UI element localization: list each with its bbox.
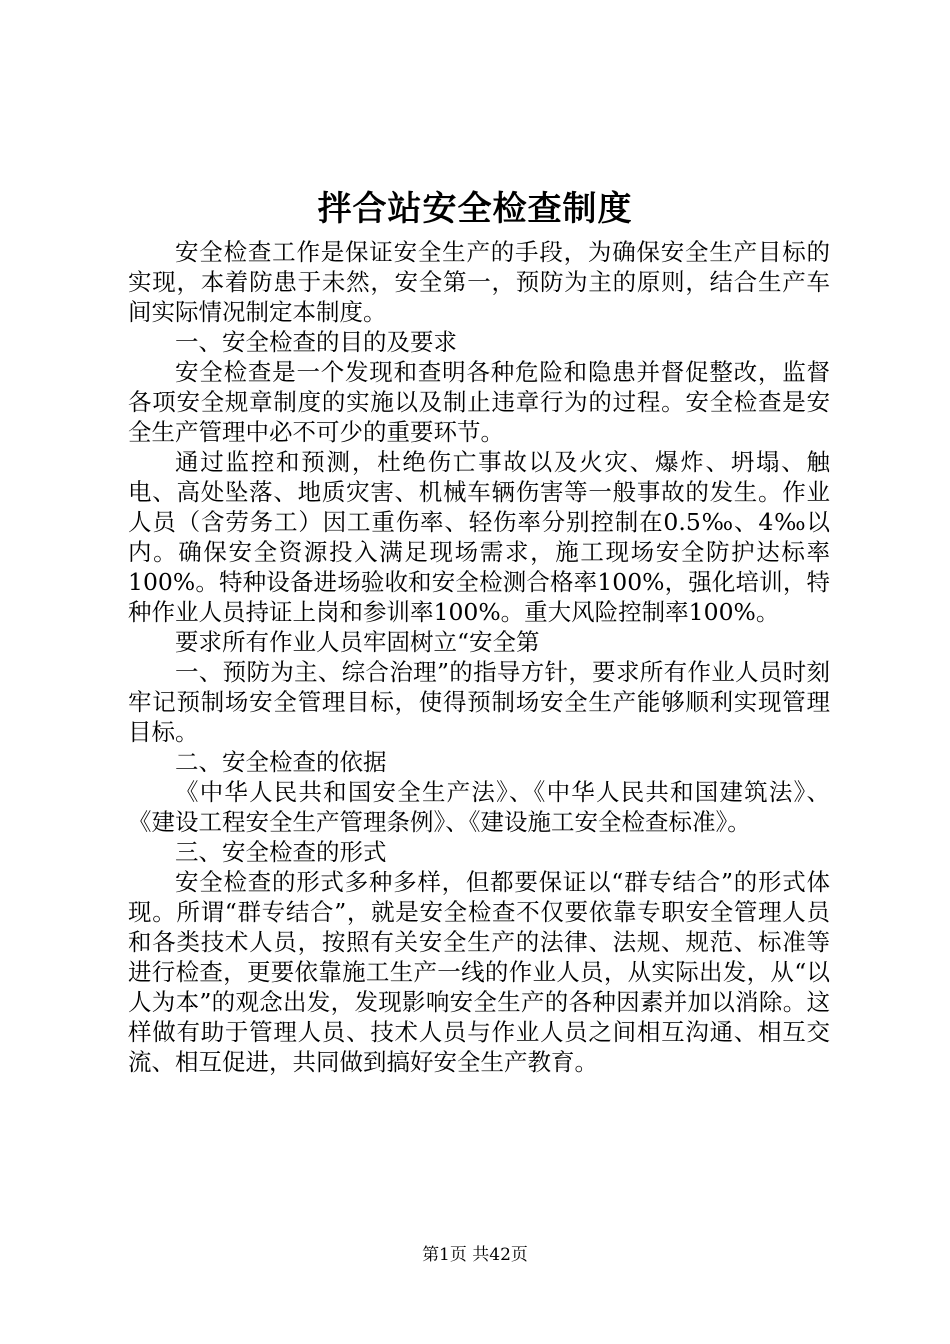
paragraph-forms: 安全检查的形式多种多样，但都要保证以“群专结合”的形式体现。所谓“群专结合”，就是安全检查不仅要依靠专职安全管理人员和各类技术人员，按照有关安全生产的法律、法规、规范、标准等进行检查，更要依靠施工生产一线的作业人员，从实际出发，从“以人为本”的观念出发，发现影响安全生产的各种因素并加以消除。这样做有助于管理人员、技术人员与作业人员之间相互沟通、相互交流、相互促进，共同做到搞好安全生产教育。 — [128, 868, 830, 1076]
paragraph-basis: 《中华人民共和国安全生产法》、《中华人民共和国建筑法》、《建设工程安全生产管理条例》、《建设施工安全检查标准》。 — [128, 778, 830, 836]
document-title: 拌合站安全检查制度 — [317, 189, 633, 229]
paragraph-purpose: 安全检查是一个发现和查明各种危险和隐患并督促整改，监督各项安全规章制度的实施以及制止违章行为的过程。安全检查是安全生产管理中必不可少的重要环节。 — [128, 358, 830, 446]
paragraph-policy: 一、预防为主、综合治理”的指导方针，要求所有作业人员时刻牢记预制场安全管理目标，使得预制场安全生产能够顺利实现管理目标。 — [128, 658, 830, 746]
document-body — [128, 237, 830, 1077]
section-heading-2: 二、安全检查的依据 — [175, 748, 387, 776]
paragraph-targets: 通过监控和预测，杜绝伤亡事故以及火灾、爆炸、坍塌、触电、高处坠落、地质灾害、机械车辆伤害等一般事故的发生。作业人员（含劳务工）因工重伤率、轻伤率分别控制在0.5‰、4‰以内。确保安全资源投入满足现场需求，施工现场安全防护达标率100%。特种设备进场验收和安全检测合格率100%，强化培训，特种作业人员持证上岗和参训率100%。重大风险控制率100%。 — [128, 448, 830, 626]
section-heading-3: 三、安全检查的形式 — [175, 838, 387, 866]
paragraph-requirement: 要求所有作业人员牢固树立“安全第 — [175, 628, 540, 656]
paragraph-intro: 安全检查工作是保证安全生产的手段，为确保安全生产目标的实现，本着防患于未然，安全第一，预防为主的原则，结合生产车间实际情况制定本制度。 — [128, 238, 830, 326]
section-heading-1: 一、安全检查的目的及要求 — [175, 328, 457, 356]
page-footer: 第1页 共42页 — [422, 1245, 528, 1265]
